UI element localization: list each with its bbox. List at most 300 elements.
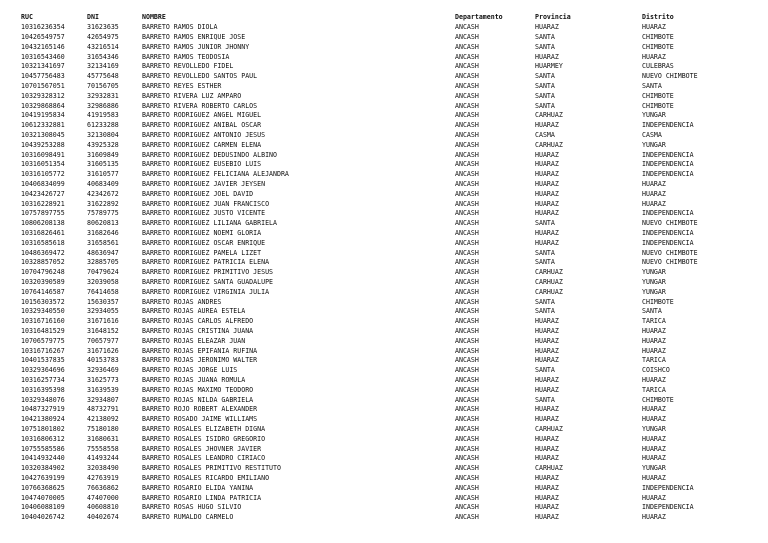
cell-distrito: HUARAZ	[642, 415, 666, 424]
cell-provincia: SANTA	[535, 91, 555, 100]
cell-dni: 31654346	[87, 52, 119, 61]
cell-ruc: 10316716160	[21, 317, 65, 326]
cell-departamento: ANCASH	[455, 72, 479, 81]
cell-distrito: YUNGAR	[642, 425, 666, 433]
cell-dni: 31622892	[87, 199, 119, 208]
cell-dni: 48732791	[87, 405, 119, 414]
cell-departamento: ANCASH	[455, 229, 479, 237]
cell-provincia: SANTA	[535, 248, 555, 257]
cell-nombre: BARRETO RODRIGUEZ JUSTO VICENTE	[142, 209, 266, 218]
cell-departamento: ANCASH	[455, 366, 479, 375]
cell-departamento: ANCASH	[455, 287, 479, 296]
cell-departamento: ANCASH	[455, 140, 479, 149]
cell-provincia: HUARAZ	[535, 317, 559, 326]
cell-nombre: BARRETO ROSAS HUGO SILVIO	[142, 503, 242, 512]
cell-dni: 47407000	[87, 493, 119, 502]
cell-distrito: INDEPENDENCIA	[642, 121, 694, 130]
cell-dni: 43216514	[87, 42, 119, 51]
cell-ruc: 10316098491	[21, 150, 65, 159]
cell-provincia: HUARAZ	[535, 405, 559, 414]
table-row	[0, 131, 768, 141]
cell-distrito: CULEBRAS	[642, 62, 674, 71]
cell-distrito: HUARAZ	[642, 336, 666, 345]
cell-dni: 32130804	[87, 131, 119, 139]
cell-distrito: NUEVO CHIMBOTE	[642, 258, 698, 267]
cell-departamento: ANCASH	[455, 356, 479, 365]
cell-provincia: HUARAZ	[535, 160, 559, 169]
cell-dni: 32134169	[87, 62, 119, 71]
cell-dni: 31648152	[87, 327, 119, 335]
cell-ruc: 10751801802	[21, 425, 65, 433]
cell-ruc: 10321341697	[21, 62, 65, 71]
cell-ruc: 10487327919	[21, 405, 65, 414]
cell-dni: 76414658	[87, 287, 119, 296]
cell-dni: 31625773	[87, 376, 119, 384]
header-provincia: Provincia	[535, 13, 571, 21]
cell-provincia: HUARAZ	[535, 189, 559, 198]
cell-dni: 32936469	[87, 366, 119, 375]
table-row	[0, 415, 768, 425]
cell-nombre: BARRETO ROSARIO LINDA PATRICIA	[142, 493, 262, 502]
table-row	[0, 53, 768, 63]
cell-ruc: 10423426727	[21, 189, 65, 198]
cell-dni: 42138092	[87, 415, 119, 424]
cell-ruc: 10414932440	[21, 454, 65, 463]
cell-nombre: BARRETO ROJO ROBERT ALEXANDER	[142, 405, 258, 414]
cell-distrito: HUARAZ	[642, 444, 666, 453]
cell-dni: 31671616	[87, 317, 119, 326]
cell-departamento: ANCASH	[455, 111, 479, 120]
cell-provincia: HUARAZ	[535, 346, 559, 355]
cell-nombre: BARRETO RODRIGUEZ ANGEL MIGUEL	[142, 111, 262, 120]
table-row	[0, 43, 768, 53]
cell-ruc: 10486369472	[21, 248, 65, 257]
table-row	[0, 92, 768, 102]
cell-nombre: BARRETO RODRIGUEZ CARMEN ELENA	[142, 140, 262, 149]
table-row	[0, 356, 768, 366]
table-row	[0, 141, 768, 151]
cell-nombre: BARRETO ROSALES RICARDO EMILIANO	[142, 474, 270, 482]
cell-provincia: SANTA	[535, 219, 555, 228]
table-row	[0, 239, 768, 249]
cell-dni: 31658561	[87, 238, 119, 247]
cell-departamento: ANCASH	[455, 121, 479, 130]
cell-provincia: SANTA	[535, 42, 555, 51]
table-row	[0, 425, 768, 435]
cell-nombre: BARRETO RIVERA LUZ AMPARO	[142, 91, 242, 100]
cell-ruc: 10404026742	[21, 513, 65, 522]
cell-nombre: BARRETO ROJAS CRISTINA JUANA	[142, 327, 254, 335]
cell-dni: 70479624	[87, 268, 119, 277]
cell-nombre: BARRETO RUMALDO CARMELO	[142, 513, 234, 522]
cell-distrito: HUARAZ	[642, 376, 666, 384]
cell-distrito: HUARAZ	[642, 454, 666, 463]
cell-departamento: ANCASH	[455, 297, 479, 306]
cell-provincia: HUARAZ	[535, 376, 559, 384]
cell-provincia: HUARAZ	[535, 199, 559, 208]
cell-departamento: ANCASH	[455, 131, 479, 139]
cell-nombre: BARRETO RODRIGUEZ SANTA GUADALUPE	[142, 278, 274, 286]
cell-departamento: ANCASH	[455, 425, 479, 433]
cell-provincia: HUARAZ	[535, 503, 559, 512]
cell-ruc: 10316716267	[21, 346, 65, 355]
cell-distrito: HUARAZ	[642, 189, 666, 198]
cell-nombre: BARRETO RODRIGUEZ VIRGINIA JULIA	[142, 287, 270, 296]
cell-departamento: ANCASH	[455, 33, 479, 41]
table-row	[0, 160, 768, 170]
table-row	[0, 209, 768, 219]
cell-nombre: BARRETO REVOLLEDO FIDEL	[142, 62, 234, 71]
header-dni: DNI	[87, 13, 99, 21]
cell-provincia: HUARAZ	[535, 150, 559, 159]
cell-nombre: BARRETO RAMOS ENRIQUE JOSE	[142, 33, 246, 41]
table-row	[0, 435, 768, 445]
table-row	[0, 445, 768, 455]
cell-distrito: INDEPENDENCIA	[642, 150, 694, 159]
cell-ruc: 10329364696	[21, 366, 65, 375]
cell-departamento: ANCASH	[455, 483, 479, 492]
table-row	[0, 464, 768, 474]
cell-departamento: ANCASH	[455, 278, 479, 286]
cell-ruc: 10316395398	[21, 385, 65, 394]
cell-ruc: 10329868864	[21, 101, 65, 110]
table-row	[0, 249, 768, 259]
cell-nombre: BARRETO ROJAS AUREA ESTELA	[142, 307, 246, 316]
cell-nombre: BARRETO RODRIGUEZ OSCAR ENRIQUE	[142, 238, 266, 247]
table-row	[0, 386, 768, 396]
cell-dni: 45775648	[87, 72, 119, 81]
cell-dni: 31609849	[87, 150, 119, 159]
cell-distrito: CHIMBOTE	[642, 33, 674, 41]
cell-provincia: HUARMEY	[535, 62, 563, 71]
cell-distrito: CHIMBOTE	[642, 395, 674, 404]
cell-dni: 61233288	[87, 121, 119, 130]
cell-ruc: 10316826461	[21, 229, 65, 237]
cell-provincia: HUARAZ	[535, 483, 559, 492]
cell-ruc: 10439253288	[21, 140, 65, 149]
cell-provincia: SANTA	[535, 395, 555, 404]
cell-dni: 40608810	[87, 503, 119, 512]
cell-ruc: 10701567051	[21, 82, 65, 90]
cell-provincia: SANTA	[535, 72, 555, 81]
cell-distrito: NUEVO CHIMBOTE	[642, 248, 698, 257]
cell-provincia: CARHUAZ	[535, 425, 563, 433]
cell-ruc: 10316543460	[21, 52, 65, 61]
cell-ruc: 10316228921	[21, 199, 65, 208]
cell-dni: 70657977	[87, 336, 119, 345]
cell-departamento: ANCASH	[455, 23, 479, 32]
cell-departamento: ANCASH	[455, 395, 479, 404]
table-row	[0, 102, 768, 112]
cell-dni: 80620813	[87, 219, 119, 228]
table-row	[0, 288, 768, 298]
cell-distrito: YUNGAR	[642, 268, 666, 277]
cell-dni: 42763919	[87, 474, 119, 482]
cell-nombre: BARRETO RAMOS DIOLA	[142, 23, 218, 32]
cell-distrito: HUARAZ	[642, 52, 666, 61]
cell-ruc: 10316585618	[21, 238, 65, 247]
cell-departamento: ANCASH	[455, 327, 479, 335]
cell-nombre: BARRETO RODRIGUEZ PAMELA LIZET	[142, 248, 262, 257]
table-row	[0, 170, 768, 180]
table-row	[0, 33, 768, 43]
table-row	[0, 121, 768, 131]
cell-nombre: BARRETO ROJAS JUANA ROMULA	[142, 376, 246, 384]
cell-dni: 31680631	[87, 434, 119, 443]
cell-dni: 31639539	[87, 385, 119, 394]
cell-departamento: ANCASH	[455, 346, 479, 355]
table-row	[0, 278, 768, 288]
cell-distrito: TARICA	[642, 385, 666, 394]
cell-dni: 41919583	[87, 111, 119, 120]
cell-distrito: HUARAZ	[642, 199, 666, 208]
cell-nombre: BARRETO ROJAS ELEAZAR JUAN	[142, 336, 246, 345]
cell-departamento: ANCASH	[455, 336, 479, 345]
cell-distrito: CASMA	[642, 131, 662, 139]
cell-departamento: ANCASH	[455, 209, 479, 218]
cell-provincia: HUARAZ	[535, 434, 559, 443]
table-row	[0, 454, 768, 464]
cell-dni: 75789775	[87, 209, 119, 218]
cell-ruc: 10419195834	[21, 111, 65, 120]
cell-provincia: HUARAZ	[535, 209, 559, 218]
cell-provincia: HUARAZ	[535, 385, 559, 394]
cell-departamento: ANCASH	[455, 52, 479, 61]
table-row	[0, 307, 768, 317]
cell-dni: 40402674	[87, 513, 119, 522]
cell-ruc: 10321308045	[21, 131, 65, 139]
cell-ruc: 10316051354	[21, 160, 65, 169]
cell-nombre: BARRETO RAMOS JUNIOR JHONNY	[142, 42, 250, 51]
cell-departamento: ANCASH	[455, 189, 479, 198]
table-row	[0, 258, 768, 268]
cell-ruc: 10316806312	[21, 434, 65, 443]
cell-provincia: CARHUAZ	[535, 268, 563, 277]
cell-dni: 32934055	[87, 307, 119, 316]
cell-departamento: ANCASH	[455, 405, 479, 414]
cell-dni: 32934807	[87, 395, 119, 404]
cell-dni: 75558558	[87, 444, 119, 453]
cell-dni: 42654975	[87, 33, 119, 41]
table-row	[0, 23, 768, 33]
cell-provincia: HUARAZ	[535, 52, 559, 61]
cell-departamento: ANCASH	[455, 62, 479, 71]
cell-dni: 70156705	[87, 82, 119, 90]
cell-nombre: BARRETO REYES ESTHER	[142, 82, 222, 90]
cell-nombre: BARRETO ROSALES ISIDRO GREGORIO	[142, 434, 266, 443]
cell-provincia: HUARAZ	[535, 23, 559, 32]
cell-distrito: CHIMBOTE	[642, 42, 674, 51]
cell-nombre: BARRETO ROSALES JHOVNER JAVIER	[142, 444, 262, 453]
cell-ruc: 10156303572	[21, 297, 65, 306]
cell-provincia: CARHUAZ	[535, 278, 563, 286]
cell-nombre: BARRETO ROJAS NILDA GABRIELA	[142, 395, 254, 404]
cell-nombre: BARRETO ROSARIO ELIDA YANINA	[142, 483, 254, 492]
cell-departamento: ANCASH	[455, 474, 479, 482]
cell-provincia: SANTA	[535, 297, 555, 306]
cell-distrito: YUNGAR	[642, 287, 666, 296]
cell-ruc: 10329328312	[21, 91, 65, 100]
cell-nombre: BARRETO RODRIGUEZ ANTONIO JESUS	[142, 131, 266, 139]
cell-dni: 32932831	[87, 91, 119, 100]
cell-distrito: YUNGAR	[642, 140, 666, 149]
table-row	[0, 484, 768, 494]
cell-ruc: 10320384902	[21, 464, 65, 473]
cell-departamento: ANCASH	[455, 385, 479, 394]
cell-dni: 48636947	[87, 248, 119, 257]
cell-distrito: HUARAZ	[642, 346, 666, 355]
cell-departamento: ANCASH	[455, 464, 479, 473]
cell-nombre: BARRETO ROSADO JAIME WILLIAMS	[142, 415, 258, 424]
cell-dni: 31671626	[87, 346, 119, 355]
cell-nombre: BARRETO ROJAS MAXIMO TEODORO	[142, 385, 254, 394]
cell-dni: 75180180	[87, 425, 119, 433]
cell-ruc: 10755585586	[21, 444, 65, 453]
cell-departamento: ANCASH	[455, 82, 479, 90]
cell-dni: 41493244	[87, 454, 119, 463]
cell-departamento: ANCASH	[455, 307, 479, 316]
table-row	[0, 317, 768, 327]
cell-dni: 15630357	[87, 297, 119, 306]
header-nombre: NOMBRE	[142, 13, 166, 21]
cell-dni: 32986886	[87, 101, 119, 110]
table-row	[0, 347, 768, 357]
cell-provincia: HUARAZ	[535, 336, 559, 345]
table-row	[0, 405, 768, 415]
cell-ruc: 10704796248	[21, 268, 65, 277]
cell-departamento: ANCASH	[455, 219, 479, 228]
cell-departamento: ANCASH	[455, 150, 479, 159]
cell-distrito: HUARAZ	[642, 23, 666, 32]
cell-ruc: 10406834099	[21, 180, 65, 188]
cell-dni: 31610577	[87, 170, 119, 179]
cell-provincia: HUARAZ	[535, 474, 559, 482]
cell-departamento: ANCASH	[455, 160, 479, 169]
cell-distrito: NUEVO CHIMBOTE	[642, 72, 698, 81]
cell-provincia: HUARAZ	[535, 170, 559, 179]
cell-distrito: HUARAZ	[642, 327, 666, 335]
cell-ruc: 10406088109	[21, 503, 65, 512]
cell-ruc: 10320390589	[21, 278, 65, 286]
cell-ruc: 10706579775	[21, 336, 65, 345]
cell-distrito: CHIMBOTE	[642, 101, 674, 110]
cell-provincia: CASMA	[535, 131, 555, 139]
cell-departamento: ANCASH	[455, 258, 479, 267]
cell-provincia: HUARAZ	[535, 444, 559, 453]
cell-departamento: ANCASH	[455, 170, 479, 179]
cell-nombre: BARRETO REVOLLEDO SANTOS PAUL	[142, 72, 258, 81]
cell-nombre: BARRETO RODRIGUEZ EUSEBIO LUIS	[142, 160, 262, 169]
cell-provincia: HUARAZ	[535, 513, 559, 522]
table-row	[0, 474, 768, 484]
cell-provincia: SANTA	[535, 307, 555, 316]
header-distrito: Distrito	[642, 13, 674, 21]
cell-ruc: 10764146587	[21, 287, 65, 296]
table-row	[0, 327, 768, 337]
header-ruc: RUC	[21, 13, 33, 21]
cell-dni: 42342672	[87, 189, 119, 198]
cell-departamento: ANCASH	[455, 503, 479, 512]
table-row	[0, 219, 768, 229]
cell-provincia: SANTA	[535, 101, 555, 110]
cell-provincia: CARHUAZ	[535, 287, 563, 296]
cell-distrito: YUNGAR	[642, 464, 666, 473]
cell-departamento: ANCASH	[455, 248, 479, 257]
cell-departamento: ANCASH	[455, 180, 479, 188]
cell-ruc: 10806208138	[21, 219, 65, 228]
cell-ruc: 10316236354	[21, 23, 65, 32]
cell-nombre: BARRETO ROJAS CARLOS ALFREDO	[142, 317, 254, 326]
header-departamento: Departamento	[455, 13, 503, 21]
table-row	[0, 494, 768, 504]
cell-distrito: HUARAZ	[642, 180, 666, 188]
cell-provincia: HUARAZ	[535, 493, 559, 502]
table-row	[0, 200, 768, 210]
table-row	[0, 229, 768, 239]
cell-ruc: 10316257734	[21, 376, 65, 384]
cell-nombre: BARRETO RODRIGUEZ FELICIANA ALEJANDRA	[142, 170, 289, 179]
cell-ruc: 10612332881	[21, 121, 65, 130]
cell-ruc: 10329340550	[21, 307, 65, 316]
cell-ruc: 10427639199	[21, 474, 65, 482]
table-row	[0, 62, 768, 72]
cell-departamento: ANCASH	[455, 434, 479, 443]
cell-provincia: HUARAZ	[535, 121, 559, 130]
cell-departamento: ANCASH	[455, 91, 479, 100]
cell-departamento: ANCASH	[455, 42, 479, 51]
cell-provincia: SANTA	[535, 33, 555, 41]
cell-distrito: TARICA	[642, 317, 666, 326]
cell-distrito: HUARAZ	[642, 434, 666, 443]
cell-provincia: HUARAZ	[535, 229, 559, 237]
cell-distrito: YUNGAR	[642, 278, 666, 286]
cell-departamento: ANCASH	[455, 199, 479, 208]
cell-distrito: INDEPENDENCIA	[642, 503, 694, 512]
cell-dni: 76636862	[87, 483, 119, 492]
cell-distrito: CHIMBOTE	[642, 91, 674, 100]
table-row	[0, 376, 768, 386]
table-row	[0, 298, 768, 308]
table-row	[0, 180, 768, 190]
cell-ruc: 10426549757	[21, 33, 65, 41]
table-row	[0, 503, 768, 513]
cell-departamento: ANCASH	[455, 415, 479, 424]
cell-distrito: SANTA	[642, 82, 662, 90]
cell-departamento: ANCASH	[455, 454, 479, 463]
cell-nombre: BARRETO RODRIGUEZ LILIANA GABRIELA	[142, 219, 277, 228]
cell-provincia: HUARAZ	[535, 356, 559, 365]
cell-nombre: BARRETO RODRIGUEZ JOEL DAVID	[142, 189, 254, 198]
cell-ruc: 10316105772	[21, 170, 65, 179]
cell-provincia: SANTA	[535, 82, 555, 90]
table-row	[0, 190, 768, 200]
cell-dni: 32885705	[87, 258, 119, 267]
cell-distrito: YUNGAR	[642, 111, 666, 120]
cell-departamento: ANCASH	[455, 317, 479, 326]
cell-distrito: CHIMBOTE	[642, 297, 674, 306]
cell-nombre: BARRETO RODRIGUEZ PATRICIA ELENA	[142, 258, 270, 267]
cell-nombre: BARRETO ROJAS ANDRES	[142, 297, 222, 306]
cell-nombre: BARRETO RODRIGUEZ DEDUSINDO ALBINO	[142, 150, 277, 159]
cell-provincia: HUARAZ	[535, 180, 559, 188]
cell-ruc: 10457756483	[21, 72, 65, 81]
cell-ruc: 10766368625	[21, 483, 65, 492]
cell-nombre: BARRETO RODRIGUEZ ANIBAL OSCAR	[142, 121, 262, 130]
cell-distrito: INDEPENDENCIA	[642, 483, 694, 492]
cell-distrito: TARICA	[642, 356, 666, 365]
cell-nombre: BARRETO RAMOS TEODOSIA	[142, 52, 230, 61]
cell-dni: 31623635	[87, 23, 119, 32]
